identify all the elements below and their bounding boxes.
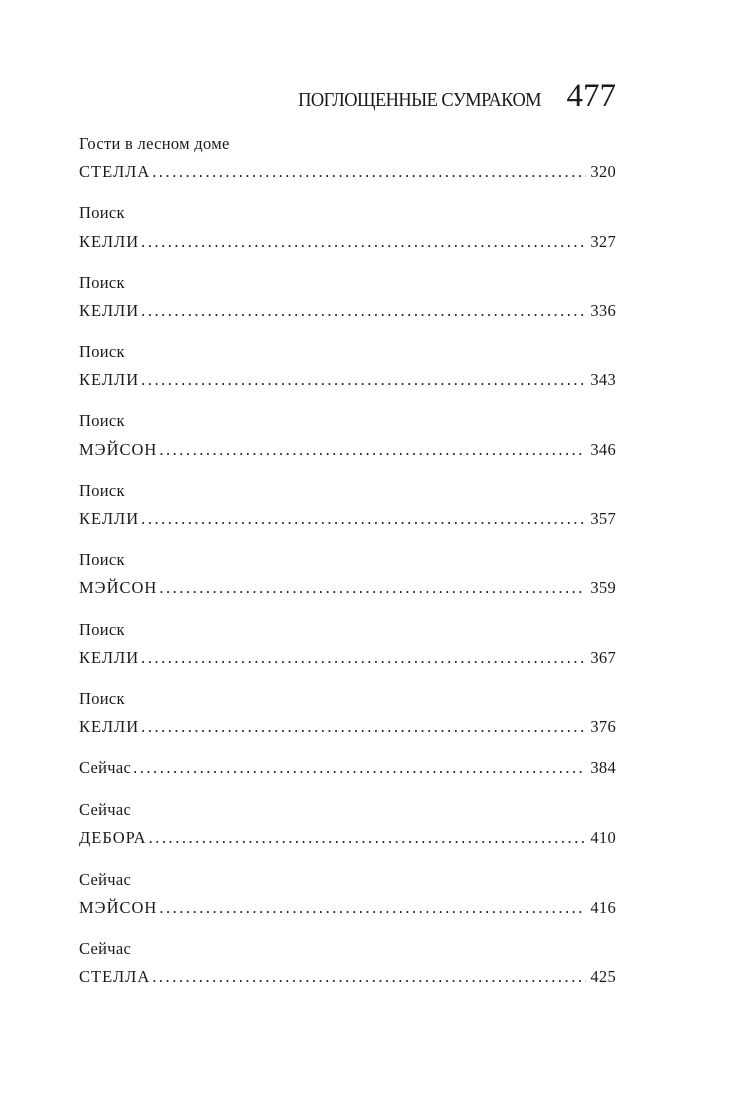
dot-leader xyxy=(157,440,586,460)
toc-chapter-row xyxy=(79,758,616,778)
toc-page-number: 425 xyxy=(590,967,616,986)
toc-chapter-name: КЕЛЛИ xyxy=(79,301,140,320)
toc-section-label: Поиск xyxy=(79,620,125,639)
toc-chapter-name: МЭЙСОН xyxy=(79,440,158,459)
dot-leader xyxy=(147,828,587,848)
toc-chapter-name: КЕЛЛИ xyxy=(79,648,140,667)
toc-chapter-name: Сейчас xyxy=(79,758,132,777)
toc-section-label: Сейчас xyxy=(79,800,132,819)
toc-chapter-name: КЕЛЛИ xyxy=(79,509,140,528)
toc-chapter-row xyxy=(79,162,616,182)
toc-chapter-name: МЭЙСОН xyxy=(79,578,158,597)
toc-section-label: Поиск xyxy=(79,481,125,500)
dot-leader xyxy=(139,370,586,390)
toc-page-number: 376 xyxy=(590,717,616,736)
running-header xyxy=(0,78,616,122)
dot-leader xyxy=(139,509,586,529)
toc-section-label: Поиск xyxy=(79,342,125,361)
dot-leader xyxy=(139,717,586,737)
toc-chapter-name: ДЕБОРА xyxy=(79,828,147,847)
dot-leader xyxy=(150,162,586,182)
toc-page-number: 410 xyxy=(590,828,616,847)
toc-page-number: 346 xyxy=(590,440,616,459)
dot-leader xyxy=(131,758,586,778)
toc-page-number: 320 xyxy=(590,162,616,181)
dot-leader xyxy=(157,578,586,598)
toc-chapter-name: КЕЛЛИ xyxy=(79,717,140,736)
toc-section-label: Поиск xyxy=(79,689,125,708)
toc-chapter-row xyxy=(79,370,616,390)
toc-page-number: 359 xyxy=(590,578,616,597)
toc-chapter-row xyxy=(79,648,616,668)
toc-page-number: 367 xyxy=(590,648,616,667)
toc-section-label: Гости в лесном доме xyxy=(79,134,230,153)
toc-chapter-row xyxy=(79,440,616,460)
toc-chapter-name: КЕЛЛИ xyxy=(79,232,140,251)
toc-chapter-row xyxy=(79,717,616,737)
toc-chapter-name: СТЕЛЛА xyxy=(79,967,151,986)
book-title: ПОГЛОЩЕННЫЕ СУМРАКОМ xyxy=(297,89,541,111)
dot-leader xyxy=(139,648,586,668)
toc-section-label: Поиск xyxy=(79,273,125,292)
toc-chapter-row xyxy=(79,509,616,529)
toc-section-label: Поиск xyxy=(79,411,125,430)
toc-chapter-row xyxy=(79,301,616,321)
toc-page-number: 327 xyxy=(590,232,616,251)
toc-chapter-name: КЕЛЛИ xyxy=(79,370,140,389)
toc-chapter-row xyxy=(79,578,616,598)
toc-chapter-name: МЭЙСОН xyxy=(79,898,158,917)
toc-chapter-name: СТЕЛЛА xyxy=(79,162,151,181)
dot-leader xyxy=(157,898,586,918)
toc-chapter-row xyxy=(79,232,616,252)
toc-page-number: 384 xyxy=(590,758,616,777)
toc-chapter-row xyxy=(79,898,616,918)
toc-page-number: 343 xyxy=(590,370,616,389)
dot-leader xyxy=(139,232,586,252)
toc-page-number: 416 xyxy=(590,898,616,917)
dot-leader xyxy=(150,967,586,987)
page-number: 477 xyxy=(566,78,616,114)
toc-chapter-row xyxy=(79,828,616,848)
toc-chapter-row xyxy=(79,967,616,987)
toc-section-label: Сейчас xyxy=(79,939,132,958)
toc-page-number: 357 xyxy=(590,509,616,528)
toc-section-label: Поиск xyxy=(79,550,125,569)
toc-section-label: Поиск xyxy=(79,203,125,222)
toc-page-number: 336 xyxy=(590,301,616,320)
toc-section-label: Сейчас xyxy=(79,870,132,889)
dot-leader xyxy=(139,301,586,321)
